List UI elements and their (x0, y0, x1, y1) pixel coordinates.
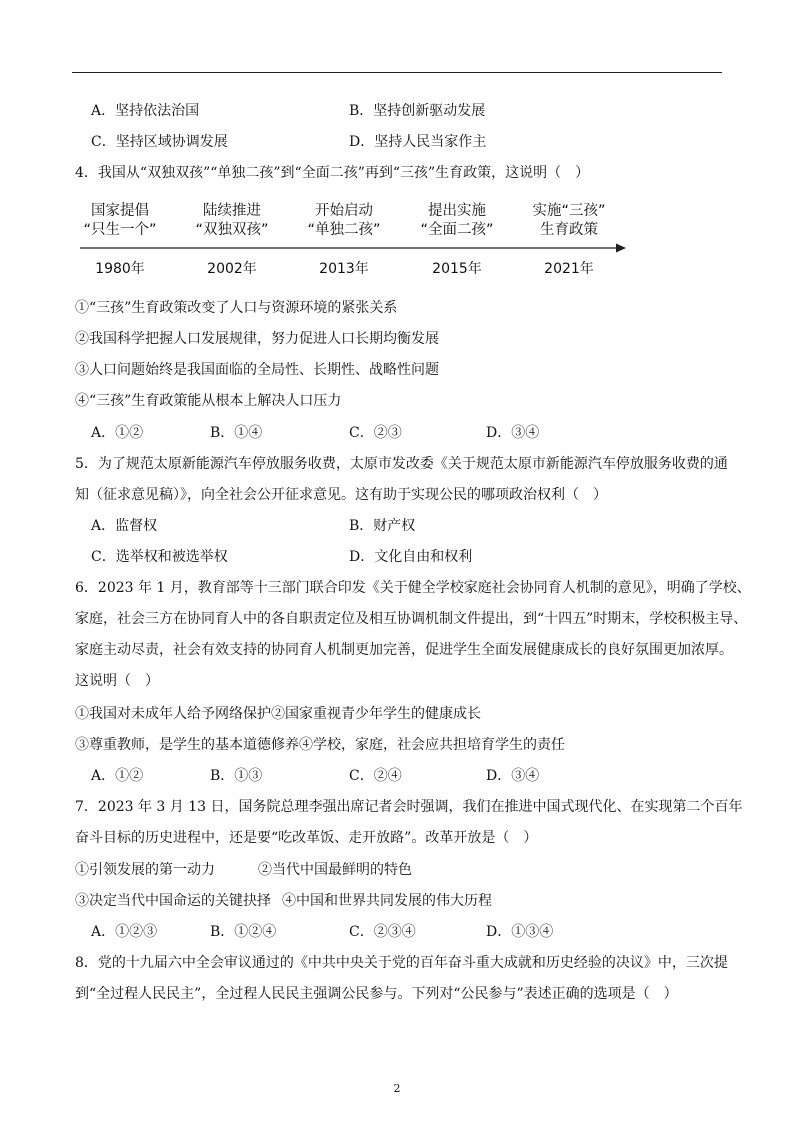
q7-statement-4: ④中国和世界共同发展的伟大历程 (282, 893, 492, 909)
timeline-label-1 (65, 202, 175, 240)
timeline-label-3 (289, 202, 399, 240)
timeline-label-5 (514, 202, 624, 240)
timeline-label-1-line2: “只生一个” (83, 222, 157, 238)
page-number: 2 (393, 1082, 401, 1095)
q6-stem-line4: 这说明（ ） (75, 673, 159, 689)
q5-stem-line2: 知（征求意见稿）》，向全社会公开征求意见。这有助于实现公民的哪项政治权利（ ） (75, 487, 607, 503)
q7-stem-line2: 奋斗目标的历史进程中，还是要“吃改革饭、走开放路”。改革开放是（ ） (75, 830, 538, 846)
q4-statement-2: ②我国科学把握人口发展规律，努力促进人口长期均衡发展 (75, 331, 439, 347)
q4-statement-4: ④“三孩”生育政策能从根本上解决人口压力 (75, 393, 342, 409)
q8-stem-line2: 到“全过程人民民主”，全过程人民民主强调公民参与。下列对“公民参与”表述正确的选项是（ ） (75, 986, 678, 1002)
q4-option-a: A．①② (91, 425, 144, 441)
q7-option-a: A．①②③ (91, 924, 158, 940)
q6-option-d: D．③④ (486, 768, 540, 784)
q5-option-d: D．文化自由和权利 (349, 549, 473, 565)
timeline-label-4-line2: “全面二孩” (420, 222, 494, 238)
q7-option-d: D．①③④ (486, 924, 554, 940)
timeline-year-1: 1980年 (95, 261, 145, 277)
q4-option-c: C．②③ (349, 425, 402, 441)
q6-stem-line3: 家庭主动尽责，社会有效支持的协同育人机制更加完善，促进学生全面发展健康成长的良好氛围更加浓厚。 (75, 642, 733, 658)
q7-option-b: B．①②④ (210, 924, 277, 940)
q7-statement-3: ③决定当代中国命运的关键抉择 (75, 893, 271, 909)
q4-statement-3: ③人口问题始终是我国面临的全局性、长期性、战略性问题 (75, 362, 439, 378)
q6-option-c: C．②④ (349, 768, 402, 784)
q7-statement-2: ②当代中国最鲜明的特色 (258, 862, 412, 878)
timeline-label-4 (402, 202, 512, 240)
timeline-label-3-line1: 开始启动 (315, 203, 373, 219)
q7-option-c: C．②③④ (349, 924, 416, 940)
header-rule (72, 72, 722, 73)
timeline-year-4: 2015年 (432, 261, 482, 277)
q5-stem-line1: 5．为了规范太原新能源汽车停放服务收费，太原市发改委《关于规范太原市新能源汽车停放服务收费的通 (75, 456, 728, 472)
timeline-label-2 (177, 202, 287, 240)
timeline-label-5-line2: 生育政策 (540, 222, 598, 238)
timeline-year-5: 2021年 (544, 261, 594, 277)
timeline-label-3-line2: “单独二孩” (307, 222, 381, 238)
q6-stem-line1: 6．2023 年 1 月，教育部等十三部门联合印发《关于健全学校家庭社会协同育人机制的意见》，明确了学校、 (75, 580, 751, 596)
q3-option-d: D．坚持人民当家作主 (349, 134, 487, 150)
q4-option-b: B．①④ (210, 425, 263, 441)
q6-option-a: A．①② (91, 768, 144, 784)
q5-option-b: B．财产权 (349, 518, 416, 534)
q6-statements-1-2: ①我国对未成年人给予网络保护②国家重视青少年学生的健康成长 (75, 706, 481, 722)
timeline-label-1-line1: 国家提倡 (91, 203, 149, 219)
timeline-year-2: 2002年 (207, 261, 257, 277)
q8-stem-line1: 8．党的十九届六中全会审议通过的《中共中央关于党的百年奋斗重大成就和历史经验的决议》中，三次提 (75, 955, 728, 971)
timeline-year-3: 2013年 (319, 261, 369, 277)
q7-stem-line1: 7．2023 年 3 月 13 日，国务院总理李强出席记者会时强调，我们在推进中国式现代化、在实现第二个百年 (75, 799, 743, 815)
timeline-label-2-line2: “双独双孩” (195, 222, 269, 238)
q6-statements-3-4: ③尊重教师，是学生的基本道德修养④学校，家庭，社会应共担培育学生的责任 (75, 737, 565, 753)
q7-statement-1: ①引领发展的第一动力 (75, 862, 215, 878)
q3-option-b: B．坚持创新驱动发展 (349, 103, 486, 119)
q4-statement-1: ①“三孩”生育政策改变了人口与资源环境的紧张关系 (75, 300, 398, 316)
q5-option-a: A．监督权 (91, 518, 158, 534)
timeline-label-4-line1: 提出实施 (428, 203, 486, 219)
q3-option-a: A．坚持依法治国 (91, 103, 200, 119)
q4-option-d: D．③④ (486, 425, 540, 441)
policy-timeline (80, 198, 640, 288)
q3-option-c: C．坚持区域协调发展 (91, 134, 228, 150)
timeline-label-5-line1: 实施“三孩” (532, 203, 606, 219)
timeline-label-2-line1: 陆续推进 (203, 203, 261, 219)
q6-option-b: B．①③ (210, 768, 263, 784)
q4-stem: 4．我国从“双独双孩”“单独二孩”到“全面二孩”再到“三孩”生育政策，这说明（ ） (75, 165, 590, 181)
q6-stem-line2: 家庭，社会三方在协同育人中的各自职责定位及相互协调机制文件提出，到“十四五”时期末，学校积极主导、 (75, 611, 748, 627)
q5-option-c: C．选举权和被选举权 (91, 549, 228, 565)
